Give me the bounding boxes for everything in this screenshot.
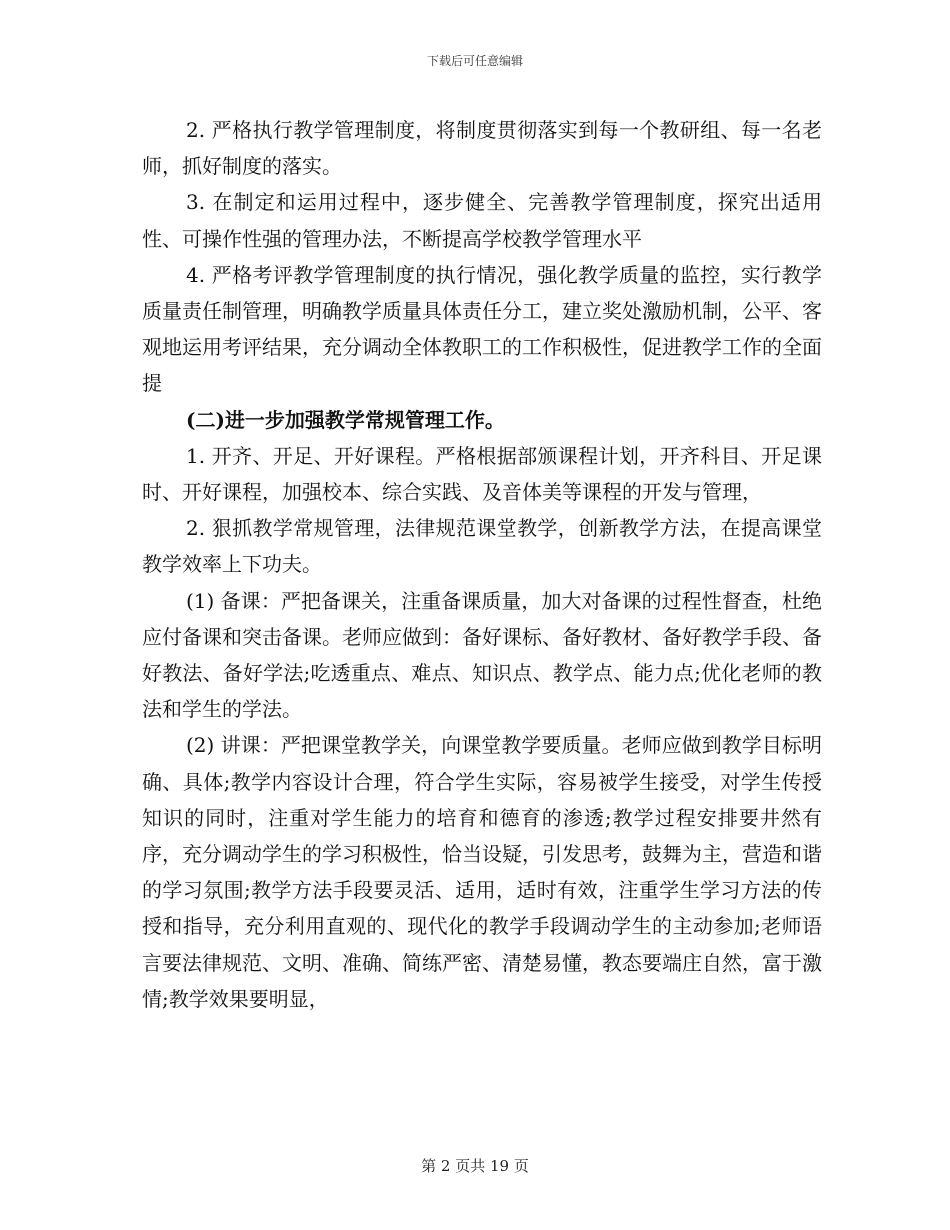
paragraph-item-3: 3. 在制定和运用过程中，逐步健全、完善教学管理制度，探究出适用性、可操作性强的管理办法，不断提高学校教学管理水平 xyxy=(142,190,822,251)
paragraph-courses: 1. 开齐、开足、开好课程。严格根据部颁课程计划，开齐科目、开足课时、开好课程，加强校本、综合实践、及音体美等课程的开发与管理， xyxy=(142,443,822,505)
paragraph-routine-management: 2. 狠抓教学常规管理，法律规范课堂教学，创新教学方法，在提高课堂教学效率上下功夫。 xyxy=(142,516,822,577)
document-body xyxy=(142,112,822,1017)
paragraph-item-2: 2. 严格执行教学管理制度，将制度贯彻落实到每一个教研组、每一名老师，抓好制度的落实。 xyxy=(142,118,822,179)
page-header: 下载后可任意编辑 xyxy=(426,54,523,68)
section-heading-2: (二)进一步加强教学常规管理工作。 xyxy=(186,407,505,432)
page-number: 第 2 页共 19 页 xyxy=(421,1157,529,1175)
paragraph-teaching: (2) 讲课：严把课堂教学关，向课堂教学要质量。老师应做到教学目标明确、具体;教学内容设计合理，符合学生实际，容易被学生接受，对学生传授知识的同时，注重对学生能力的培育和德育的渗透;教学过程安排要井然有序，充分调动学生的学习积极性，恰当设疑，引发思考，鼓舞为主，营造和谐的学习氛围;教学方法手段要灵活、适用，适时有效，注重学生学习方法的传授和指导，充分利用直观的、现代化的教学手段调动学生的主动参加;老师语言要法律规范、文明、准确、简练严密、清楚易懂，教态要端庄自然，富于激情;教学效果要明显， xyxy=(142,733,822,1011)
paragraph-item-4: 4. 严格考评教学管理制度的执行情况，强化教学质量的监控，实行教学质量责任制管理，明确教学质量具体责任分工，建立奖处激励机制，公平、客观地运用考评结果，充分调动全体教职工的工作积极性，促进教学工作的全面提 xyxy=(142,262,822,396)
paragraph-lesson-prep: (1) 备课：严把备课关，注重备课质量，加大对备课的过程性督查，杜绝应付备课和突击备课。老师应做到：备好课标、备好教材、备好教学手段、备好教法、备好学法;吃透重点、难点、知识点、教学点、能力点;优化老师的教法和学生的学法。 xyxy=(142,588,822,722)
